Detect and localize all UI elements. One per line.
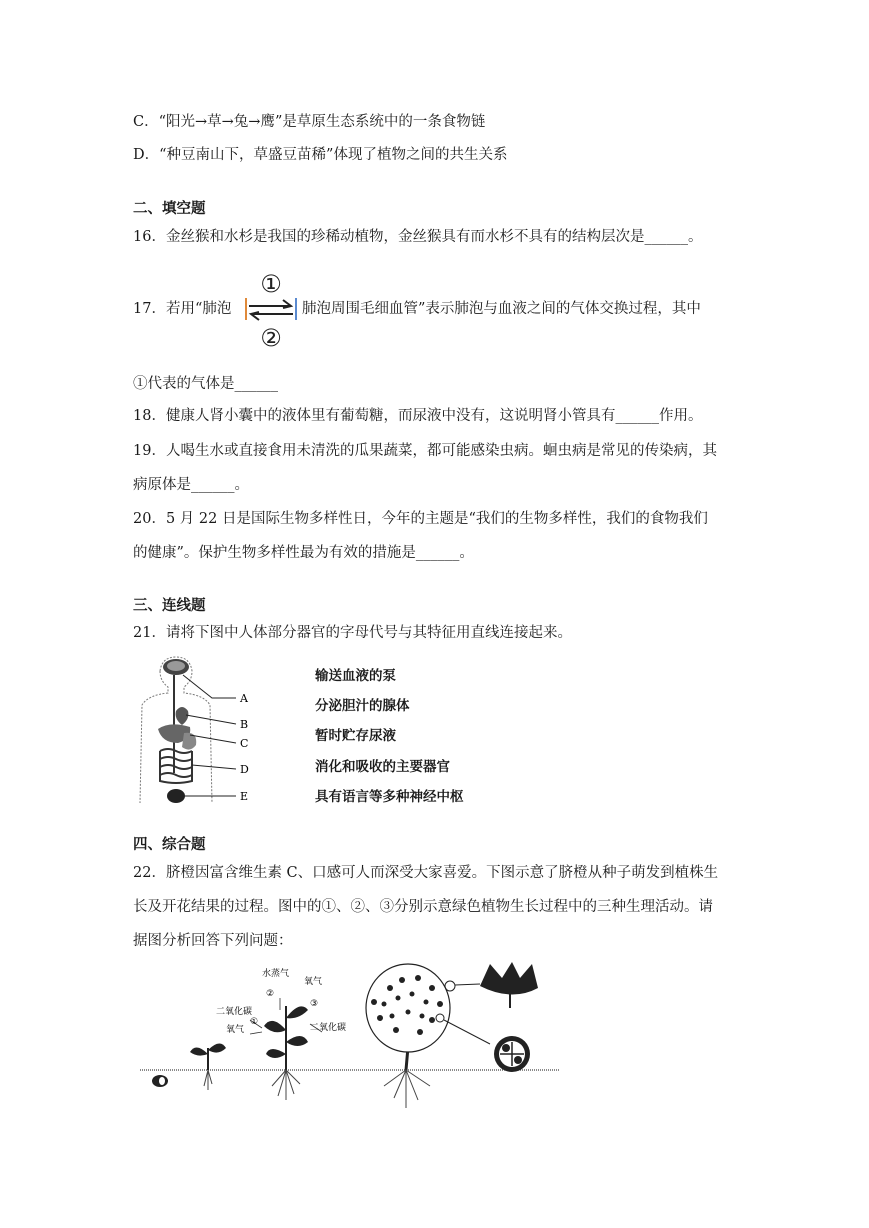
question-19-line1: 19．人喝生水或直接食用未清洗的瓜果蔬菜，都可能感染虫病。蛔虫病是常见的传染病，其 — [133, 443, 717, 459]
young-plant-icon — [250, 998, 322, 1100]
section-heading-fill-blank: 二、填空题 — [133, 201, 206, 217]
label-co2-left: 二氧化碳 — [216, 1007, 253, 1017]
question-18: 18．健康人肾小囊中的液体里有葡萄糖，而尿液中没有，这说明肾小管具有______作用。 — [133, 408, 703, 424]
feature-liver: 分泌胆汁的腺体 — [315, 698, 410, 714]
question-20-line1: 20．5 月 22 日是国际生物多样性日，今年的主题是“我们的生物多样性，我们的食物我们 — [133, 511, 708, 527]
human-organs-figure — [138, 653, 268, 808]
gas-exchange-arrow-icon — [243, 268, 299, 354]
mark-circle-3: ③ — [310, 999, 319, 1009]
question-22-line1: 22．脐橙因富含维生素 C、口感可人而深受大家喜爱。下图示意了脐橙从种子萌发到植株生 — [133, 865, 719, 881]
organ-letter-c: C — [240, 737, 249, 750]
organ-letter-d: D — [240, 763, 249, 776]
question-22-line3: 据图分析回答下列问题： — [133, 933, 293, 949]
section-heading-comprehensive: 四、综合题 — [133, 837, 206, 853]
feature-small-intestine: 消化和吸收的主要器官 — [315, 759, 450, 775]
label-co2-right: 二氧化碳 — [310, 1023, 347, 1033]
question-16: 16．金丝猴和水杉是我国的珍稀动植物，金丝猴具有而水杉不具有的结构层次是______。 — [133, 229, 703, 245]
label-water-vapor: 水蒸气 — [262, 969, 290, 979]
question-17-before: 17．若用“肺泡 — [133, 301, 232, 317]
question-19-line2: 病原体是______。 — [133, 477, 249, 493]
orange-tree-icon — [366, 964, 490, 1108]
seedling-icon — [190, 1043, 226, 1090]
label-oxygen-top: 氧气 — [304, 977, 323, 987]
navel-orange-growth-figure — [140, 958, 560, 1118]
feature-brain: 具有语言等多种神经中枢 — [315, 789, 464, 805]
mark-2: ② — [260, 324, 282, 352]
label-oxygen-left: 氧气 — [226, 1025, 245, 1035]
section-heading-matching: 三、连线题 — [133, 598, 206, 614]
question-20-line2: 的健康”。保护生物多样性最为有效的措施是______。 — [133, 545, 474, 561]
question-21: 21．请将下图中人体部分器官的字母代号与其特征用直线连接起来。 — [133, 625, 572, 641]
flower-icon — [480, 962, 538, 1008]
mark-circle-2: ② — [266, 989, 275, 999]
question-17-after: 肺泡周围毛细血管”表示肺泡与血液之间的气体交换过程，其中 — [302, 301, 701, 317]
feature-heart: 输送血液的泵 — [315, 668, 396, 684]
question-22-line2: 长及开花结果的过程。图中的①、②、③分别示意绿色植物生长过程中的三种生理活动。请 — [133, 899, 713, 915]
mark-circle-1: ① — [250, 1017, 259, 1027]
orange-fruit-icon — [494, 1036, 530, 1072]
feature-bladder: 暂时贮存尿液 — [315, 728, 396, 744]
mark-1: ① — [260, 270, 282, 298]
option-c: C．“阳光→草→兔→鹰”是草原生态系统中的一条食物链 — [133, 114, 486, 130]
question-17-line2: ①代表的气体是______ — [133, 376, 278, 392]
option-d: D．“种豆南山下，草盛豆苗稀”体现了植物之间的共生关系 — [133, 147, 508, 163]
organ-letter-b: B — [240, 718, 249, 731]
organ-letter-a: A — [240, 692, 248, 705]
organ-letter-e: E — [240, 790, 249, 803]
